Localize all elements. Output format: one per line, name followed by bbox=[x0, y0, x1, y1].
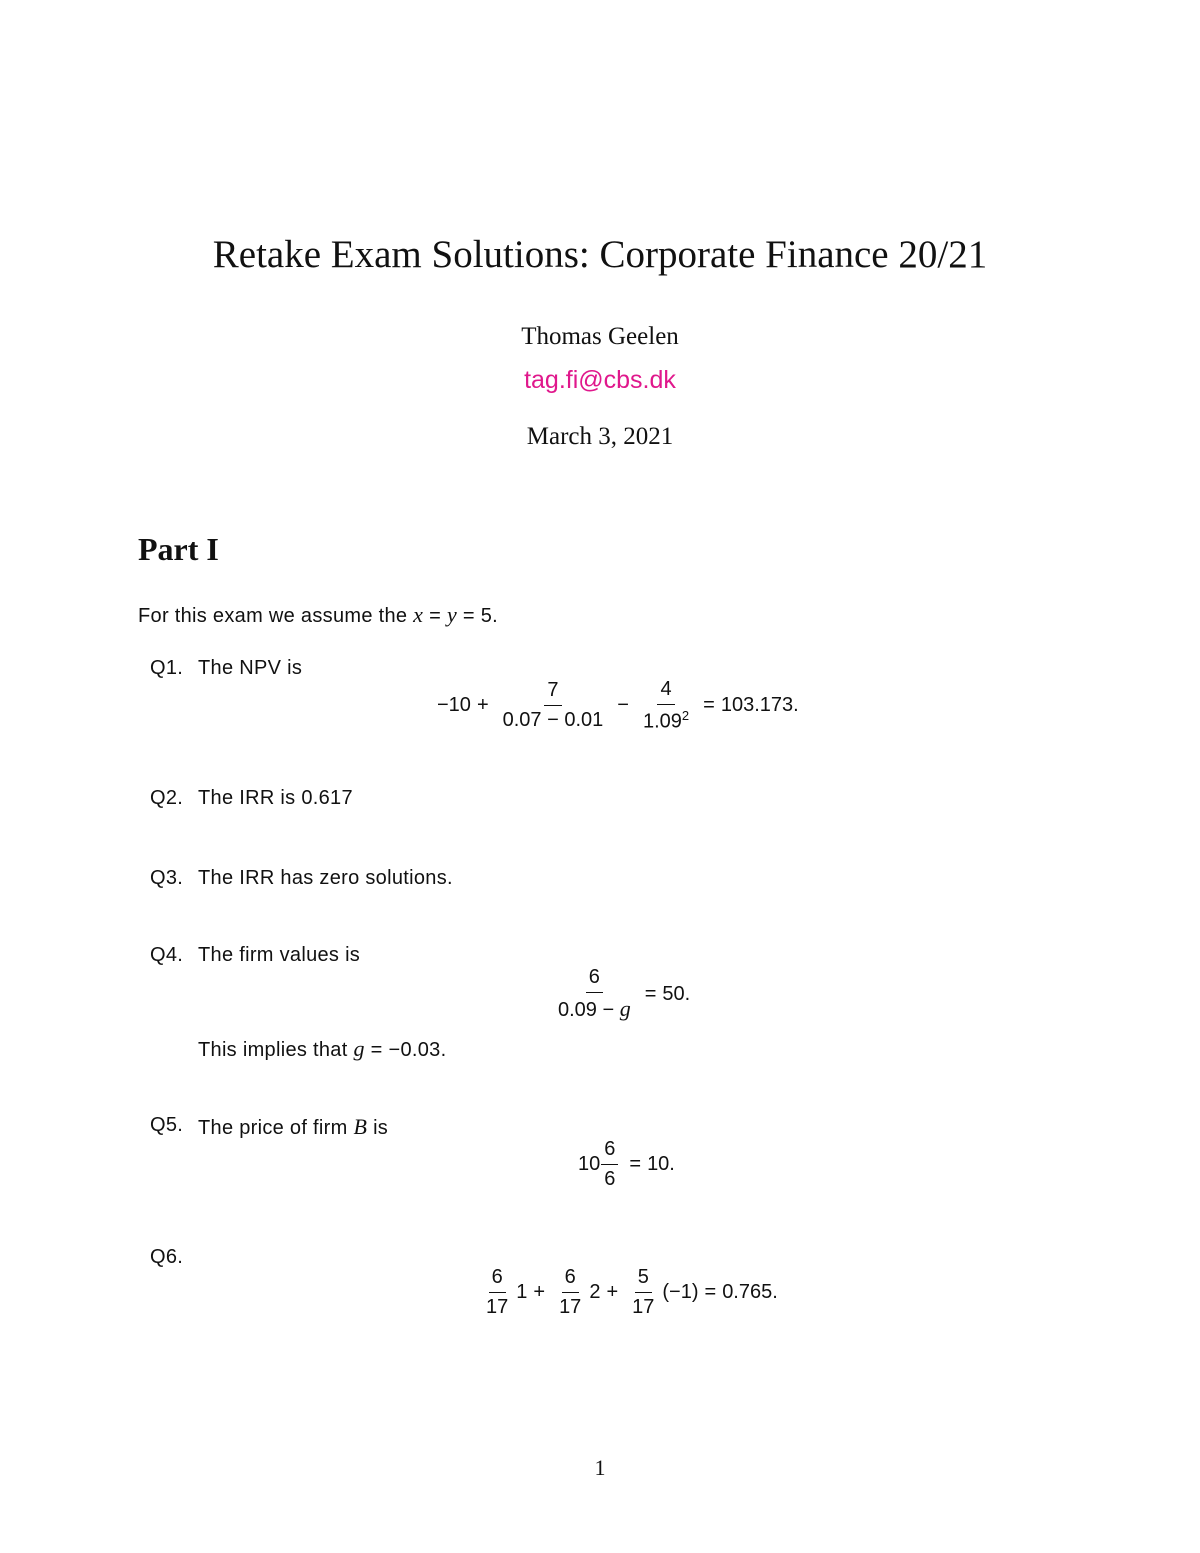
q3-label: Q3. bbox=[150, 867, 184, 889]
q5-text bbox=[198, 1114, 388, 1140]
q6-fraction-3 bbox=[629, 1266, 657, 1319]
q5-text-post: is bbox=[373, 1117, 389, 1139]
q5-result: 10. bbox=[647, 1153, 675, 1175]
author-name: Thomas Geelen bbox=[521, 323, 679, 350]
q4-g-value: −0.03. bbox=[388, 1039, 447, 1061]
q5-text-pre: The price of firm bbox=[198, 1117, 348, 1139]
q1-fraction-1 bbox=[500, 679, 607, 732]
intro-value: 5 bbox=[480, 605, 493, 627]
q1-den1: 0.07 − 0.01 bbox=[502, 709, 604, 732]
q4-num: 6 bbox=[586, 966, 603, 993]
q4-label: Q4. bbox=[150, 944, 184, 966]
q6-equation: $\frac{6}{17}$ 1 + $\frac{6}{17}$ 2 + $\frac{5}{17}$ (−1) = 0.765. bbox=[478, 1266, 778, 1319]
document-title: Retake Exam Solutions: Corporate Finance 20/21 bbox=[212, 233, 988, 276]
q6-fraction-1 bbox=[483, 1266, 511, 1319]
q2-text: The IRR is 0.617 bbox=[198, 787, 353, 809]
q6-d3: 17 bbox=[632, 1296, 655, 1318]
q1-num2: 4 bbox=[657, 678, 674, 705]
q6-n3: 5 bbox=[635, 1266, 652, 1293]
q6-n2: 6 bbox=[562, 1266, 579, 1293]
intro-x-var: x bbox=[413, 602, 424, 627]
author-email-link[interactable]: tag.fi@cbs.dk bbox=[524, 366, 676, 394]
q1-fraction-2 bbox=[640, 678, 692, 734]
q6-d1: 17 bbox=[486, 1296, 509, 1318]
q4-fraction: $\frac{6}{0.09 - g}$ bbox=[558, 966, 631, 1021]
q4-implication: This implies that g = −0.03. bbox=[198, 1036, 447, 1061]
q5-firm-var: B bbox=[353, 1114, 368, 1139]
page-number: 1 bbox=[594, 1455, 606, 1480]
q1-den2-base: 1.09 bbox=[642, 710, 682, 733]
intro-y-var: y bbox=[446, 602, 458, 627]
q1-den2-exp: 2 bbox=[681, 708, 690, 723]
q6-d2: 17 bbox=[559, 1296, 582, 1318]
document-date: March 3, 2021 bbox=[526, 423, 674, 450]
q1-result: 103.173. bbox=[720, 694, 799, 717]
q4-equation: $\frac{6}{0.09 - g}$ = 50. bbox=[550, 966, 690, 1022]
q1-label: Q1. bbox=[150, 657, 184, 679]
q5-equation: 10 $\frac{6}{6}$ = 10. bbox=[578, 1138, 675, 1190]
q6-label: Q6. bbox=[150, 1246, 184, 1268]
q6-fraction-2 bbox=[556, 1266, 584, 1319]
q6-n1: 6 bbox=[489, 1266, 506, 1293]
q1-equation: −10 + $\frac{7}{0.07 - 0.01}$ − $\frac{4}{1.09^2}$ = 103.173. bbox=[437, 678, 799, 733]
q4-result: 50. bbox=[662, 982, 691, 1005]
q2-label: Q2. bbox=[150, 787, 184, 809]
q5-label: Q5. bbox=[150, 1114, 184, 1136]
q5-coef: 10 bbox=[578, 1153, 601, 1175]
q3-text: The IRR has zero solutions. bbox=[198, 867, 453, 889]
intro-prefix: For this exam we assume the bbox=[138, 605, 408, 627]
q4-den-var: g bbox=[619, 996, 631, 1021]
q4-implies-text: This implies that bbox=[198, 1039, 348, 1061]
q1-num1: 7 bbox=[544, 679, 561, 706]
q4-text: The firm values is bbox=[198, 944, 361, 966]
intro-paragraph: For this exam we assume the x = y = 5. bbox=[138, 602, 499, 627]
q5-den: 6 bbox=[604, 1168, 616, 1190]
q6-v3: (−1) bbox=[662, 1281, 699, 1303]
q5-fraction bbox=[601, 1138, 618, 1191]
q5-num: 6 bbox=[601, 1138, 618, 1165]
q6-v1: 1 bbox=[516, 1281, 528, 1303]
q6-result: 0.765. bbox=[722, 1281, 778, 1303]
q4-g-var: g bbox=[353, 1036, 365, 1061]
q1-text: The NPV is bbox=[198, 657, 303, 679]
q4-den-const: 0.09 bbox=[558, 999, 597, 1021]
q1-term1: −10 bbox=[437, 694, 471, 717]
part-heading: Part I bbox=[138, 531, 219, 567]
q6-v2: 2 bbox=[589, 1281, 601, 1303]
